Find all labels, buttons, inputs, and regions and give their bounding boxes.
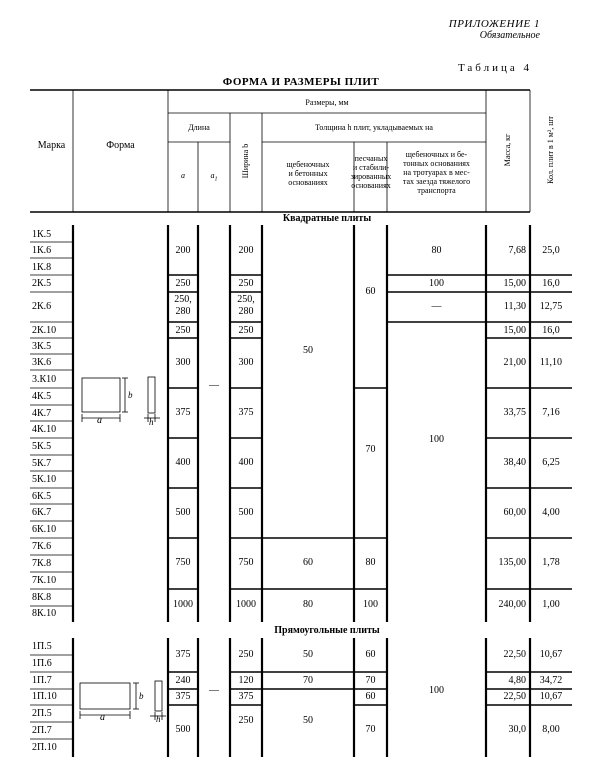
cell: 15,00 [503, 278, 526, 289]
cell: — [431, 301, 442, 312]
col-th1: щебеночных и бетонных основаниях [286, 160, 330, 187]
table-number: Таблица 4 [457, 62, 532, 74]
rect-plate-figure [80, 681, 166, 720]
cell: 80 [365, 557, 376, 568]
cell: 70 [365, 724, 376, 735]
cell: 12,75 [539, 301, 563, 312]
section-square: Квадратные плиты [282, 213, 372, 224]
cell: 4,00 [542, 507, 560, 518]
cell: 22,50 [503, 649, 526, 660]
cell: 400 [238, 457, 254, 468]
mark: 8К.8 [32, 592, 52, 603]
cell: 10,67 [539, 649, 563, 660]
cell: 250 [238, 715, 254, 726]
col-forma: Форма [106, 140, 135, 151]
cell: 375 [175, 691, 191, 702]
section-rect: Прямоугольные плиты [274, 625, 380, 636]
appendix-subtitle: Обязательное [479, 30, 540, 41]
cell: 250 [175, 325, 191, 336]
cell: 25,0 [542, 245, 560, 256]
cell: 70 [365, 675, 376, 686]
cell: 250 [238, 278, 254, 289]
cell: 34,72 [539, 675, 563, 686]
cell: 200 [238, 245, 254, 256]
fig-label-a-rect: a [100, 712, 105, 723]
cell: 100 [429, 685, 444, 696]
cell: 300 [238, 357, 254, 368]
appendix-title: ПРИЛОЖЕНИЕ 1 [448, 18, 540, 30]
table-title: ФОРМА И РАЗМЕРЫ ПЛИТ [222, 76, 380, 88]
cell: 50 [303, 649, 313, 660]
cell: 280 [238, 306, 254, 317]
cell: 4,80 [508, 675, 526, 686]
cell: 250 [238, 325, 254, 336]
cell: 375 [175, 649, 191, 660]
cell: 22,50 [503, 691, 526, 702]
cell: 33,75 [503, 407, 526, 418]
col-mass: Масса, кг [503, 133, 512, 167]
cell: 100 [363, 599, 378, 610]
fig-label-h: h [149, 417, 154, 427]
col-length: Длина [188, 123, 210, 132]
cell: 38,40 [503, 457, 526, 468]
cell: 60 [365, 286, 376, 297]
mark: 3К.5 [32, 341, 52, 352]
cell: 400 [175, 457, 191, 468]
cell: 240,00 [498, 599, 526, 610]
cell: 10,67 [539, 691, 563, 702]
cell: 1,00 [542, 599, 560, 610]
col-thickness: Толщина h плит, укладываемых на [315, 123, 433, 132]
cell: 21,00 [503, 357, 526, 368]
col-a: а [181, 171, 185, 180]
fig-label-b-rect: b [139, 691, 144, 701]
mark: 5К.5 [32, 441, 52, 452]
col-th3: щебеночных и бе- тонных основаниях на тротуарах в мес- тах заезда тяжелого транспорта [402, 150, 471, 195]
mark: 1П.6 [32, 658, 52, 669]
cell: 7,16 [542, 407, 560, 418]
cell: 250, [174, 294, 192, 305]
cell: 500 [175, 507, 191, 518]
mark: 8К.10 [32, 608, 57, 619]
cell: 750 [175, 557, 191, 568]
mark: 6К.5 [32, 491, 52, 502]
cell: 70 [365, 444, 376, 455]
cell: 1000 [236, 599, 256, 610]
cell: 60 [303, 557, 313, 568]
col-count: Кол. плит в 1 м², шт [546, 116, 555, 184]
mark: 4К.7 [32, 408, 52, 419]
cell: 11,30 [503, 301, 526, 312]
cell: 200 [175, 245, 191, 256]
cell: 60 [365, 691, 376, 702]
mark: 2П.10 [32, 742, 57, 753]
cell: 50 [303, 345, 313, 356]
cell: 80 [303, 599, 313, 610]
col-a1: $а_1$ [210, 171, 218, 183]
mark: 5К.10 [32, 474, 57, 485]
col-width: Ширина b [241, 143, 250, 179]
cell: 500 [238, 507, 254, 518]
mark: 2К.5 [32, 278, 52, 289]
col-marka: Марка [37, 140, 66, 151]
cell: 120 [238, 675, 254, 686]
cell: 50 [303, 715, 313, 726]
mark: 1К.8 [32, 262, 52, 273]
cell: 750 [238, 557, 254, 568]
cell: 8,00 [542, 724, 560, 735]
cell: 6,25 [542, 457, 560, 468]
cell: 280 [175, 306, 191, 317]
cell: 250, [237, 294, 255, 305]
cell: 250 [238, 649, 254, 660]
cell: 500 [175, 724, 191, 735]
mark: 2К.6 [32, 301, 52, 312]
cell: 1000 [173, 599, 193, 610]
mark: 7К.6 [32, 541, 52, 552]
cell: 135,00 [498, 557, 526, 568]
cell: 250 [175, 278, 191, 289]
cell: 30,0 [508, 724, 526, 735]
cell: 11,10 [539, 357, 563, 368]
cell: 100 [429, 278, 444, 289]
cell: 70 [303, 675, 313, 686]
fig-label-b: b [128, 390, 133, 400]
mark: 3.К10 [32, 374, 57, 385]
cell: 60 [365, 649, 376, 660]
cell: 375 [238, 691, 254, 702]
mark: 4К.5 [32, 391, 52, 402]
mark: 1П.5 [32, 641, 52, 652]
mark: 2П.5 [32, 708, 52, 719]
cell: 100 [429, 434, 444, 445]
col-th2: песчаных и стабили- зированных основаниях [350, 154, 392, 190]
cell: 15,00 [503, 325, 526, 336]
mark: 2К.10 [32, 325, 57, 336]
cell: 300 [175, 357, 191, 368]
cell: 240 [175, 675, 191, 686]
mark: 4К.10 [32, 424, 57, 435]
cell: 60,00 [503, 507, 526, 518]
mark: 7К.8 [32, 558, 52, 569]
cell: 16,0 [542, 325, 560, 336]
mark: 1П.7 [32, 675, 52, 686]
mark: 7К.10 [32, 575, 57, 586]
cell: 375 [175, 407, 191, 418]
mark: 1П.10 [32, 691, 57, 702]
fig-label-a: a [97, 415, 102, 426]
cell: 7,68 [508, 245, 526, 256]
fig-label-h-rect: h [156, 714, 161, 724]
cell: 80 [431, 245, 442, 256]
mark: 6К.7 [32, 507, 52, 518]
a1-dash-rect: — [209, 685, 219, 696]
mark: 1К.6 [32, 245, 52, 256]
mark: 6К.10 [32, 524, 57, 535]
mark: 3К.6 [32, 357, 52, 368]
cell: 1,78 [542, 557, 560, 568]
cell: 16,0 [542, 278, 560, 289]
a1-dash-square: — [209, 380, 219, 391]
cell: 375 [238, 407, 254, 418]
mark: 1К.5 [32, 229, 52, 240]
mark: 2П.7 [32, 725, 52, 736]
col-sizes: Размеры, мм [305, 98, 349, 107]
mark: 5К.7 [32, 458, 52, 469]
